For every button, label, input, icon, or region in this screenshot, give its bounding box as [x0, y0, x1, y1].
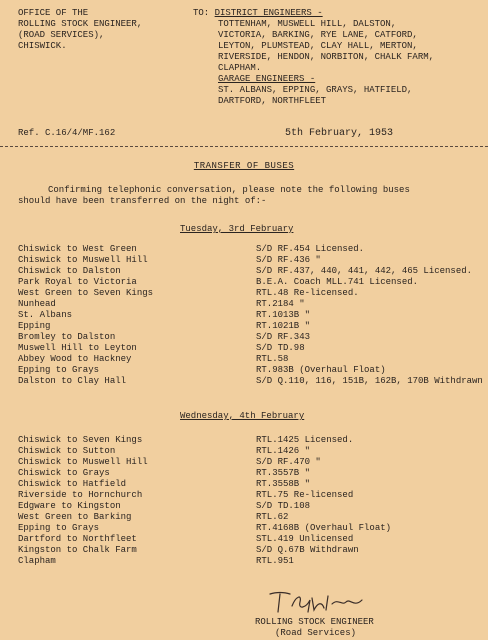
- intro-paragraph: [18, 185, 478, 207]
- transfer-route: Chiswick to Seven Kings: [18, 435, 143, 445]
- transfer-route: Nunhead: [18, 299, 56, 309]
- garage-heading: GARAGE ENGINEERS -: [218, 74, 316, 84]
- bus-detail: RT.2184 ": [256, 299, 305, 309]
- transfer-route: Chiswick to Sutton: [18, 446, 116, 456]
- sender-block: [18, 8, 188, 52]
- bus-detail: RT.3557B ": [256, 468, 311, 478]
- transfer-row: [18, 244, 486, 255]
- transfer-route: Chiswick to Muswell Hill: [18, 255, 148, 265]
- sender-line: OFFICE OF THE: [18, 8, 89, 18]
- intro-line: Confirming telephonic conversation, please note the following buses: [48, 185, 410, 195]
- transfer-list-tuesday: [18, 244, 486, 387]
- transfer-route: Epping: [18, 321, 51, 331]
- bus-detail: RT.983B (Overhaul Float): [256, 365, 386, 375]
- bus-detail: RTL.48 Re-licensed.: [256, 288, 359, 298]
- bus-detail: S/D RF.454 Licensed.: [256, 244, 365, 254]
- sender-line: ROLLING STOCK ENGINEER,: [18, 19, 143, 29]
- recipient-block: [193, 8, 483, 107]
- bus-detail: RT.1021B ": [256, 321, 311, 331]
- transfer-route: Riverside to Hornchurch: [18, 490, 143, 500]
- reference-number: Ref. C.16/4/MF.162: [18, 128, 116, 138]
- bus-detail: S/D Q.110, 116, 151B, 162B, 170B Withdrawn: [256, 376, 483, 386]
- transfer-row: [18, 288, 486, 299]
- divider-rule: [0, 146, 488, 147]
- bus-detail: RT.3558B ": [256, 479, 311, 489]
- bus-detail: RTL.62: [256, 512, 289, 522]
- bus-detail: S/D RF.436 ": [256, 255, 321, 265]
- transfer-row: [18, 490, 486, 501]
- bus-detail: S/D TD.98: [256, 343, 305, 353]
- transfer-route: Kingston to Chalk Farm: [18, 545, 137, 555]
- bus-detail: RT.4168B (Overhaul Float): [256, 523, 392, 533]
- bus-detail: STL.419 Unlicensed: [256, 534, 354, 544]
- garage-line: DARTFORD, NORTHFLEET: [218, 96, 327, 106]
- section-heading-wednesday: Wednesday, 4th February: [180, 411, 305, 421]
- memo-date: 5th February, 1953: [285, 128, 394, 139]
- transfer-row: [18, 321, 486, 332]
- transfer-route: Chiswick to West Green: [18, 244, 137, 254]
- transfer-list-wednesday: [18, 435, 486, 567]
- transfer-route: Epping to Grays: [18, 523, 100, 533]
- transfer-row: [18, 512, 486, 523]
- transfer-row: [18, 354, 486, 365]
- transfer-route: West Green to Barking: [18, 512, 132, 522]
- bus-detail: RTL.75 Re-licensed: [256, 490, 354, 500]
- transfer-row: [18, 457, 486, 468]
- bus-detail: S/D RF.470 ": [256, 457, 321, 467]
- transfer-route: Edgware to Kingston: [18, 501, 121, 511]
- transfer-row: [18, 277, 486, 288]
- bus-detail: S/D RF.343: [256, 332, 311, 342]
- intro-line: should have been transferred on the night of:-: [18, 196, 267, 206]
- transfer-route: Dalston to Clay Hall: [18, 376, 127, 386]
- signature-subtitle: (Road Services): [275, 628, 357, 638]
- transfer-route: Abbey Wood to Hackney: [18, 354, 132, 364]
- transfer-row: [18, 332, 486, 343]
- transfer-route: Chiswick to Grays: [18, 468, 110, 478]
- to-prefix: TO:: [193, 8, 210, 18]
- transfer-route: Muswell Hill to Leyton: [18, 343, 137, 353]
- transfer-row: [18, 534, 486, 545]
- transfer-route: Park Royal to Victoria: [18, 277, 137, 287]
- transfer-route: Bromley to Dalston: [18, 332, 116, 342]
- transfer-row: [18, 255, 486, 266]
- transfer-route: West Green to Seven Kings: [18, 288, 154, 298]
- bus-detail: S/D RF.437, 440, 441, 442, 465 Licensed.: [256, 266, 473, 276]
- transfer-row: [18, 545, 486, 556]
- district-line: VICTORIA, BARKING, RYE LANE, CATFORD,: [218, 30, 418, 40]
- transfer-row: [18, 266, 486, 277]
- transfer-row: [18, 365, 486, 376]
- district-line: TOTTENHAM, MUSWELL HILL, DALSTON,: [218, 19, 397, 29]
- transfer-route: Clapham: [18, 556, 56, 566]
- transfer-route: Dartford to Northfleet: [18, 534, 137, 544]
- transfer-row: [18, 299, 486, 310]
- memo-title: TRANSFER OF BUSES: [193, 161, 295, 171]
- transfer-route: Chiswick to Dalston: [18, 266, 121, 276]
- signature-title: ROLLING STOCK ENGINEER: [255, 617, 374, 627]
- handwritten-signature: [262, 588, 372, 616]
- bus-detail: S/D Q.67B Withdrawn: [256, 545, 359, 555]
- transfer-row: [18, 376, 486, 387]
- transfer-row: [18, 468, 486, 479]
- transfer-row: [18, 343, 486, 354]
- bus-detail: RTL.1425 Licensed.: [256, 435, 354, 445]
- transfer-row: [18, 435, 486, 446]
- transfer-route: Chiswick to Hatfield: [18, 479, 127, 489]
- transfer-route: Epping to Grays: [18, 365, 100, 375]
- bus-detail: S/D TD.108: [256, 501, 311, 511]
- transfer-row: [18, 556, 486, 567]
- bus-detail: B.E.A. Coach MLL.741 Licensed.: [256, 277, 419, 287]
- district-line: RIVERSIDE, HENDON, NORBITON, CHALK FARM,: [218, 52, 435, 62]
- bus-detail: RT.1013B ": [256, 310, 311, 320]
- transfer-row: [18, 310, 486, 321]
- sender-line: (ROAD SERVICES),: [18, 30, 105, 40]
- sender-line: CHISWICK.: [18, 41, 67, 51]
- district-line: LEYTON, PLUMSTEAD, CLAY HALL, MERTON,: [218, 41, 418, 51]
- bus-detail: RTL.58: [256, 354, 289, 364]
- transfer-route: Chiswick to Muswell Hill: [18, 457, 148, 467]
- bus-detail: RTL.1426 ": [256, 446, 311, 456]
- transfer-row: [18, 523, 486, 534]
- district-heading: DISTRICT ENGINEERS -: [214, 8, 323, 18]
- transfer-row: [18, 501, 486, 512]
- garage-line: ST. ALBANS, EPPING, GRAYS, HATFIELD,: [218, 85, 413, 95]
- transfer-row: [18, 479, 486, 490]
- transfer-row: [18, 446, 486, 457]
- district-line: CLAPHAM.: [218, 63, 262, 73]
- transfer-route: St. Albans: [18, 310, 73, 320]
- bus-detail: RTL.951: [256, 556, 294, 566]
- section-heading-tuesday: Tuesday, 3rd February: [180, 224, 294, 234]
